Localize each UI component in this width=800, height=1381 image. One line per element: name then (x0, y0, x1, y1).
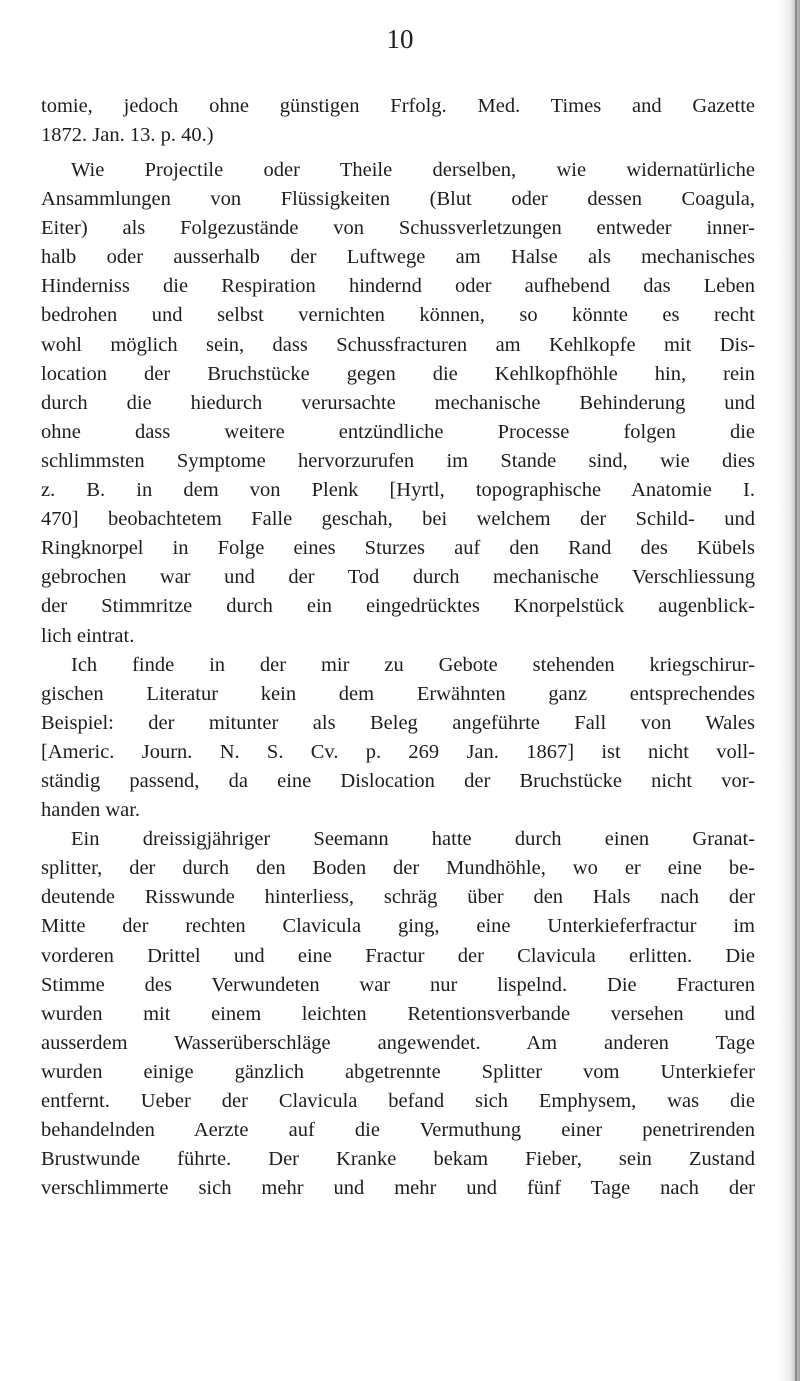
text-line: vorderen Drittel und eine Fractur der Clavicula erlitten. Die (41, 944, 755, 967)
text-line: Stimme des Verwundeten war nur lispelnd. Die Fracturen (41, 973, 755, 996)
text-line: gebrochen war und der Tod durch mechanische Verschliessung (41, 566, 755, 589)
text-line: bedrohen und selbst vernichten können, so könnte es recht (41, 304, 755, 327)
text-line: Ringknorpel in Folge eines Sturzes auf den Rand des Kübels (41, 537, 755, 560)
text-line: ohne dass weitere entzündliche Processe folgen die (41, 420, 755, 443)
text-line: z. B. in dem von Plenk [Hyrtl, topographische Anatomie I. (41, 479, 755, 502)
paragraph-literature (41, 651, 755, 826)
text-line: ausserdem Wasserüberschläge angewendet. Am anderen Tage (41, 1031, 755, 1054)
text-line: handen war. (41, 799, 141, 822)
text-line: wurden einige gänzlich abgetrennte Splitter vom Unterkiefer (41, 1060, 755, 1083)
text-line: tomie, jedoch ohne günstigen Frfolg. Med. Times and Gazette (41, 95, 755, 117)
page-number: 10 (386, 24, 414, 54)
text-line: Beispiel: der mitunter als Beleg angeführte Fall von Wales (41, 711, 755, 734)
text-line: schlimmsten Symptome hervorzurufen im Stande sind, wie dies (41, 449, 755, 472)
text-line: 1872. Jan. 13. p. 40.) (41, 124, 214, 147)
text-line: 470] beobachtetem Falle geschah, bei welchem der Schild- und (41, 508, 755, 531)
text-line: halb oder ausserhalb der Luftwege am Halse als mechanisches (41, 246, 755, 269)
text-line: behandelnden Aerzte auf die Vermuthung einer penetrirenden (41, 1119, 755, 1142)
text-line: ständig passend, da eine Dislocation der Bruchstücke nicht vor- (41, 769, 755, 792)
text-line: deutende Risswunde hinterliess, schräg über den Hals nach der (41, 886, 755, 909)
text-line: Wie Projectile oder Theile derselben, wie widernatürliche (71, 159, 755, 181)
text-line: durch die hiedurch verursachte mechanische Behinderung und (41, 391, 755, 414)
text-line: entfernt. Ueber der Clavicula befand sich Emphysem, was die (41, 1090, 755, 1112)
paragraph-citation (41, 92, 755, 150)
text-line: splitter, der durch den Boden der Mundhöhle, wo er eine be- (41, 857, 755, 880)
text-line: Eiter) als Folgezustände von Schussverletzungen entweder inner- (41, 217, 755, 240)
text-line: gischen Literatur kein dem Erwähnten ganz entsprechendes (41, 682, 755, 705)
text-line: verschlimmerte sich mehr und mehr und fünf Tage nach der (41, 1177, 755, 1200)
text-line: wohl möglich sein, dass Schussfracturen am Kehlkopfe mit Dis- (41, 333, 755, 356)
text-line: Hinderniss die Respiration hindernd oder aufhebend das Leben (41, 275, 755, 298)
text-line: Ansammlungen von Flüssigkeiten (Blut oder dessen Coagula, (41, 188, 755, 211)
text-line: Brustwunde führte. Der Kranke bekam Fieber, sein Zustand (41, 1148, 755, 1171)
body-text (41, 156, 755, 1203)
text-line: Mitte der rechten Clavicula ging, eine Unterkieferfractur im (41, 915, 755, 938)
paragraph-projectiles (41, 156, 755, 651)
paragraph-case-report (41, 825, 755, 1203)
text-line: Ein dreissigjähriger Seemann hatte durch einen Granat- (71, 828, 755, 851)
text-line: wurden mit einem leichten Retentionsverbande versehen und (41, 1002, 755, 1025)
page-edge-line (795, 0, 797, 1381)
text-line: [Americ. Journ. N. S. Cv. p. 269 Jan. 1867] ist nicht voll- (41, 740, 755, 763)
text-line: der Stimmritze durch ein eingedrücktes Knorpelstück augenblick- (41, 595, 755, 618)
text-line: Ich finde in der mir zu Gebote stehenden kriegschirur- (71, 653, 755, 676)
text-line: lich eintrat. (41, 624, 135, 647)
text-line: location der Bruchstücke gegen die Kehlkopfhöhle hin, rein (41, 362, 755, 385)
